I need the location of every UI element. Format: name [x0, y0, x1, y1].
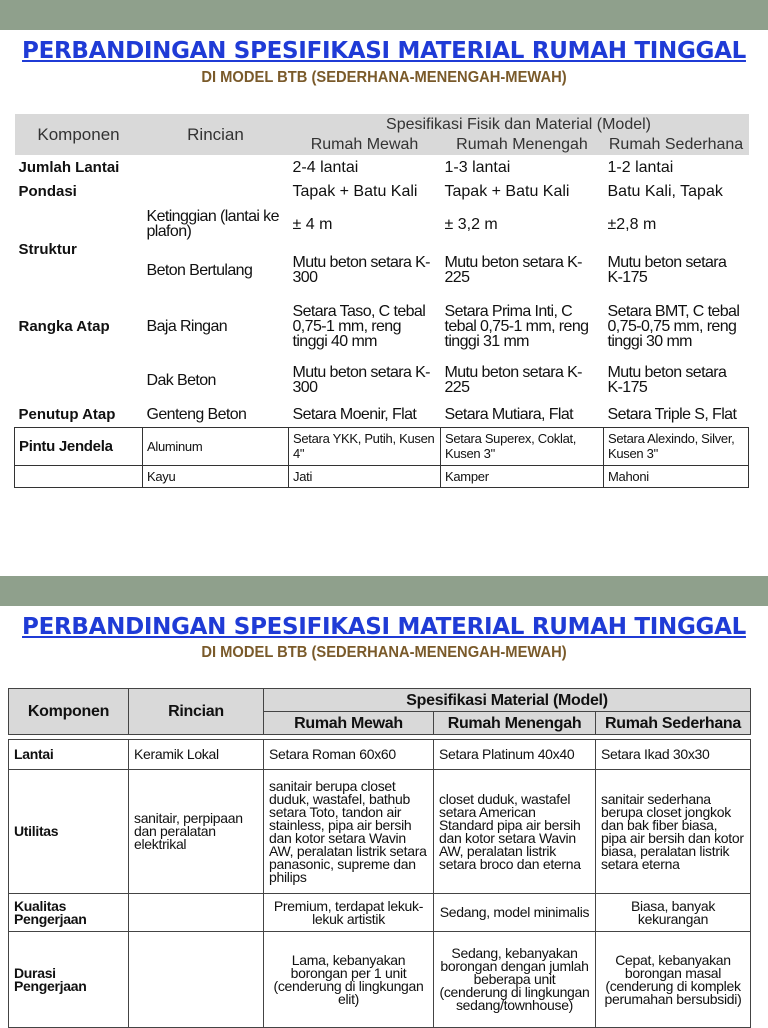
row-mewah: Mutu beton setara K-300 [292, 254, 430, 286]
header-sederhana: Rumah Sederhana [604, 134, 749, 155]
row-rincian: sanitair, perpipaan dan peralatan elektrikal [129, 770, 264, 894]
header-mewah: Rumah Mewah [264, 712, 434, 735]
row-sederhana: Setara Ikad 30x30 [596, 740, 751, 770]
row-komponen: Struktur [18, 240, 77, 258]
table-row [15, 295, 749, 357]
row-rincian: Aluminum [143, 427, 289, 465]
row-rincian: Baja Ringan [146, 317, 228, 335]
row-rincian: Keramik Lokal [129, 740, 264, 770]
header-rincian: Rincian [143, 114, 289, 155]
row-menengah: Setara Prima Inti, C tebal 0,75-1 mm, reng tinggi 31 mm [444, 302, 589, 350]
table-row [15, 427, 749, 465]
row-menengah: Setara Superex, Coklat, Kusen 3" [441, 427, 604, 465]
table-row [15, 155, 749, 179]
table-row [9, 740, 751, 770]
header-sederhana: Rumah Sederhana [596, 712, 751, 735]
row-menengah: Tapak + Batu Kali [444, 182, 570, 200]
row-komponen: Pintu Jendela [15, 427, 143, 465]
slide-1-title: PERBANDINGAN SPESIFIKASI MATERIAL RUMAH TINGGAL [22, 38, 746, 64]
row-mewah: Tapak + Batu Kali [292, 182, 418, 200]
row-rincian [129, 932, 264, 1028]
slide-2-subtitle: DI MODEL BTB (SEDERHANA-MENENGAH-MEWAH) [201, 644, 567, 661]
row-menengah: Sedang, kebanyakan borongan dengan jumlah beberapa unit (cenderung di lingkungan sedang/townhouse) [434, 932, 596, 1028]
row-menengah: Setara Platinum 40x40 [434, 740, 596, 770]
row-menengah: Setara Mutiara, Flat [444, 406, 574, 424]
row-mewah: Setara Roman 60x60 [264, 740, 434, 770]
slide-2-header-bar [0, 576, 768, 606]
row-menengah: ± 3,2 m [444, 215, 498, 233]
slide-1-header-bar [0, 0, 768, 30]
row-sederhana: Batu Kali, Tapak [607, 182, 723, 200]
row-komponen: Penutup Atap [18, 406, 116, 424]
row-mewah: Setara Taso, C tebal 0,75-1 mm, reng tinggi 40 mm [292, 302, 426, 350]
row-mewah: Setara YKK, Putih, Kusen 4" [289, 427, 441, 465]
row-rincian [143, 155, 289, 179]
header-menengah: Rumah Menengah [441, 134, 604, 155]
row-sederhana: Setara BMT, C tebal 0,75-0,75 mm, reng tinggi 30 mm [607, 302, 740, 350]
row-rincian: Ketinggian (lantai ke plafon) [146, 208, 279, 240]
row-komponen: Utilitas [9, 770, 129, 894]
row-mewah: Jati [289, 465, 441, 487]
row-mewah: Setara Moenir, Flat [292, 406, 417, 424]
row-sederhana: Setara Triple S, Flat [607, 406, 737, 424]
table-header-row [9, 689, 751, 712]
row-komponen: Jumlah Lantai [18, 158, 120, 176]
header-komponen: Komponen [9, 689, 129, 735]
slide-2-spec-table [8, 688, 751, 1028]
row-sederhana: Mutu beton setara K-175 [607, 254, 727, 286]
table-row [9, 894, 751, 932]
table-row [15, 403, 749, 427]
table-row [15, 465, 749, 487]
slide-1-subtitle: DI MODEL BTB (SEDERHANA-MENENGAH-MEWAH) [201, 69, 567, 86]
slide-1-spec-table [14, 114, 749, 488]
row-menengah: Mutu beton setara K-225 [444, 254, 582, 286]
row-komponen: Pondasi [18, 182, 77, 200]
row-rincian: Genteng Beton [146, 406, 247, 424]
header-rincian: Rincian [129, 689, 264, 735]
header-komponen: Komponen [15, 114, 143, 155]
row-sederhana: Biasa, banyak kekurangan [596, 894, 751, 932]
row-mewah: Lama, kebanyakan borongan per 1 unit (cenderung di lingkungan elit) [264, 932, 434, 1028]
table-header-row [15, 114, 749, 134]
row-komponen: Rangka Atap [18, 318, 110, 335]
row-rincian: Dak Beton [146, 371, 216, 389]
row-menengah: Mutu beton setara K-225 [444, 364, 582, 396]
table-row [9, 770, 751, 894]
row-komponen: Kualitas Pengerjaan [9, 894, 129, 932]
slide-2-title: PERBANDINGAN SPESIFIKASI MATERIAL RUMAH TINGGAL [22, 614, 746, 640]
row-rincian: Beton Bertulang [146, 261, 253, 279]
row-komponen: Lantai [9, 740, 129, 770]
header-menengah: Rumah Menengah [434, 712, 596, 735]
row-mewah: 2-4 lantai [292, 158, 359, 176]
row-rincian [129, 894, 264, 932]
table-row [15, 179, 749, 203]
table-row [9, 932, 751, 1028]
row-mewah: Premium, terdapat lekuk-lekuk artistik [264, 894, 434, 932]
row-sederhana: Mutu beton setara K-175 [607, 364, 727, 396]
row-mewah: Mutu beton setara K-300 [292, 364, 430, 396]
row-sederhana: ±2,8 m [607, 215, 657, 233]
row-menengah: Kamper [441, 465, 604, 487]
row-menengah: 1-3 lantai [444, 158, 511, 176]
row-sederhana: 1-2 lantai [607, 158, 674, 176]
row-menengah: Sedang, model minimalis [434, 894, 596, 932]
row-sederhana: Setara Alexindo, Silver, Kusen 3" [604, 427, 749, 465]
row-rincian: Kayu [143, 465, 289, 487]
header-group: Spesifikasi Material (Model) [264, 689, 751, 712]
row-mewah: ± 4 m [292, 215, 333, 233]
row-sederhana: Cepat, kebanyakan borongan masal (cenderung di komplek perumahan bersubsidi) [596, 932, 751, 1028]
row-sederhana: Mahoni [604, 465, 749, 487]
header-group: Spesifikasi Fisik dan Material (Model) [289, 114, 749, 134]
row-komponen [15, 465, 143, 487]
header-mewah: Rumah Mewah [289, 134, 441, 155]
row-mewah: sanitair berupa closet duduk, wastafel, bathub setara Toto, tandon air stainless, pipa air bersih dan kotor setara Wavin AW, peralatan listrik setara panasonic, supreme dan philips [264, 770, 434, 894]
table-row [15, 203, 749, 245]
row-komponen: Durasi Pengerjaan [9, 932, 129, 1028]
row-menengah: closet duduk, wastafel setara American Standard pipa air bersih dan kotor setara Wavin AW, peralatan listrik setara broco dan eterna [434, 770, 596, 894]
row-sederhana: sanitair sederhana berupa closet jongkok dan bak fiber biasa, pipa air bersih dan kotor biasa, peralatan listrik setara eterna [596, 770, 751, 894]
row-rincian [143, 179, 289, 203]
